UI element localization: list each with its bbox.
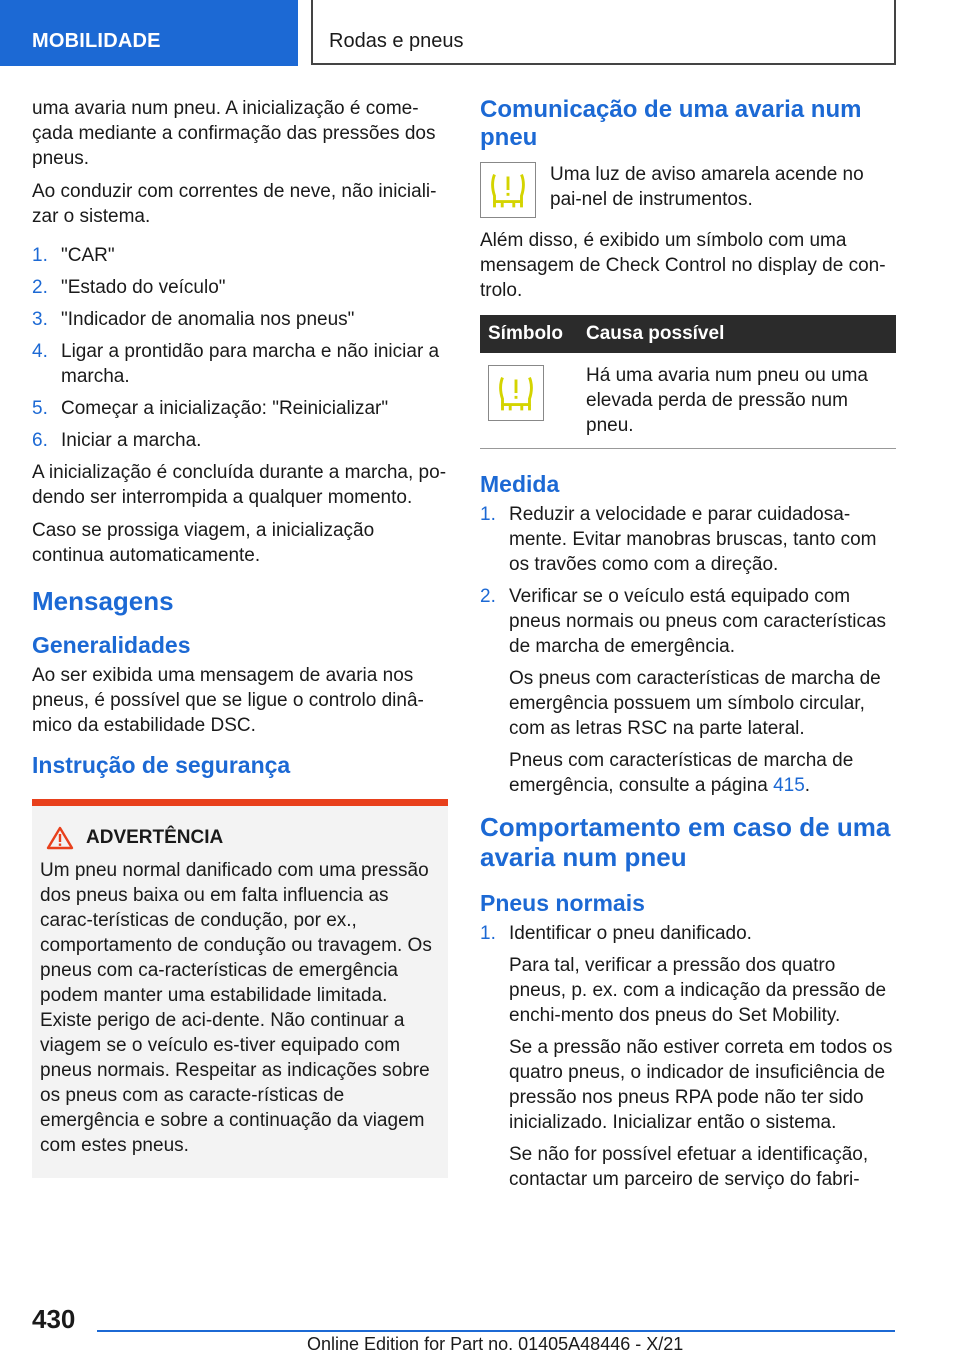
intro-paragraph-1: uma avaria num pneu. A inicialização é come-çada mediante a confirmação das pressões dos pneus. — [32, 98, 436, 169]
pneus-sub-2: Se a pressão não estiver correta em todos os quatro pneus, o indicador de insuficiência de pressão nos pneus RPA pode não ter sido inicializado. Inicializar então o sistema. — [509, 1037, 893, 1133]
medida-steps-list — [480, 502, 896, 798]
table-cell-cause: Há uma avaria num pneu ou uma elevada perda de pressão num pneu. — [578, 353, 896, 449]
tpms-symbol-icon — [488, 365, 544, 421]
init-steps-list — [32, 243, 448, 453]
page-header — [0, 0, 960, 66]
medida-sub-1: Os pneus com características de marcha de emergência possuem um símbolo circular, com as letras RSC na parte lateral. — [509, 668, 881, 739]
warning-text: Um pneu normal danificado com uma pressão dos pneus baixa ou em falta influencia as carac-terísticas de condução, por ex., comportamento de condução ou travagem. Os pneus com ca-racterísticas de emergência podem manter uma estabilidade limitada. Existe perigo de aci-dente. Não continuar a viagem se o veículo es-tiver equipado com pneus normais. Respeitar as indicações sobre os pneus com as caracte-rísticas de emergência e sobre a continuação da viagem com estes pneus. — [40, 860, 432, 1156]
warning-box — [32, 799, 448, 1178]
heading-pneus-normais: Pneus normais — [480, 890, 645, 916]
after-paragraph-1: A inicialização é concluída durante a marcha, po-dendo ser interrompida a qualquer momento. — [32, 462, 447, 508]
list-item: 1. Identificar o pneu danificado. Para tal, verificar a pressão dos quatro pneus, p. ex. com a indicação da pressão de enchi-mento dos pneus do Set Mobility. Se a pressão não estiver correta em todos os quatro pneus, o indicador de insuficiência de pressão nos pneus RPA pode não ter sido inicializado. Inicializar então o sistema. Se não for possível efetuar a identificação, contactar um parceiro de serviço do fabri- — [480, 921, 896, 1192]
symbol-table — [480, 315, 896, 449]
heading-instrucao: Instrução de segurança — [32, 752, 291, 778]
generalidades-paragraph: Ao ser exibida uma mensagem de avaria nos pneus, é possível que se ligue o controlo dinâ-mico da estabilidade DSC. — [32, 665, 424, 736]
pneus-sub-3: Se não for possível efetuar a identificação, contactar um parceiro de serviço do fabri- — [509, 1144, 869, 1190]
warning-light-text: Uma luz de aviso amarela acende no pai-nel de instrumentos. — [550, 164, 864, 210]
heading-comunicacao: Comunicação de uma avaria num pneu — [480, 96, 862, 151]
table-header-symbol: Símbolo — [480, 315, 578, 353]
list-item: 2. Verificar se o veículo está equipado com pneus normais ou pneus com características de marcha de emergência. Os pneus com características de marcha de emergência possuem um símbolo circular, com as letras RSC na parte lateral. Pneus com características de marcha de emergência, consulte a página 415. — [480, 584, 896, 798]
list-item: 6. Iniciar a marcha. — [32, 430, 202, 451]
list-item: 5. Começar a inicialização: "Reinicializar" — [32, 398, 389, 419]
edition-info: Online Edition for Part no. 01405A48446 - X/21 — [307, 1334, 684, 1354]
medida-sub-2: Pneus com características de marcha de emergência, consulte a página 415. — [509, 750, 854, 796]
table-row — [480, 353, 896, 449]
list-item: 2. "Estado do veículo" — [32, 277, 226, 298]
warning-light-row — [480, 162, 896, 218]
heading-generalidades: Generalidades — [32, 632, 191, 658]
topic-title: Rodas e pneus — [311, 0, 896, 65]
heading-medida: Medida — [480, 471, 560, 497]
list-item: 4. Ligar a prontidão para marcha e não iniciar a marcha. — [32, 341, 440, 387]
list-item: 3. "Indicador de anomalia nos pneus" — [32, 309, 355, 330]
heading-mensagens: Mensagens — [32, 586, 174, 616]
page-number: 430 — [32, 1304, 76, 1334]
pneus-sub-1: Para tal, verificar a pressão dos quatro pneus, p. ex. com a indicação da pressão de enchi-mento dos pneus do Set Mobility. — [509, 955, 887, 1026]
intro-paragraph-2: Ao conduzir com correntes de neve, não iniciali-zar o sistema. — [32, 181, 437, 227]
left-column — [32, 96, 448, 1178]
tpms-warning-icon — [480, 162, 536, 218]
heading-comportamento: Comportamento em caso de uma avaria num pneu — [480, 812, 891, 872]
section-title: MOBILIDADE — [0, 0, 298, 66]
list-item: 1. Reduzir a velocidade e parar cuidadosa-mente. Evitar manobras bruscas, tanto com os travões como com a direção. — [480, 504, 877, 575]
footer-divider — [97, 1330, 895, 1332]
warning-triangle-icon — [46, 826, 74, 850]
after-paragraph-2: Caso se prossiga viagem, a inicialização continua automaticamente. — [32, 520, 375, 566]
list-item: 1. "CAR" — [32, 245, 115, 266]
page-link-415[interactable]: 415 — [773, 775, 805, 796]
comunicacao-paragraph: Além disso, é exibido um símbolo com uma mensagem de Check Control no display de con-trolo. — [480, 230, 886, 301]
warning-title: ADVERTÊNCIA — [40, 826, 440, 850]
right-column — [480, 96, 896, 1199]
pneus-steps-list — [480, 921, 896, 1192]
table-header-cause: Causa possível — [578, 315, 896, 353]
